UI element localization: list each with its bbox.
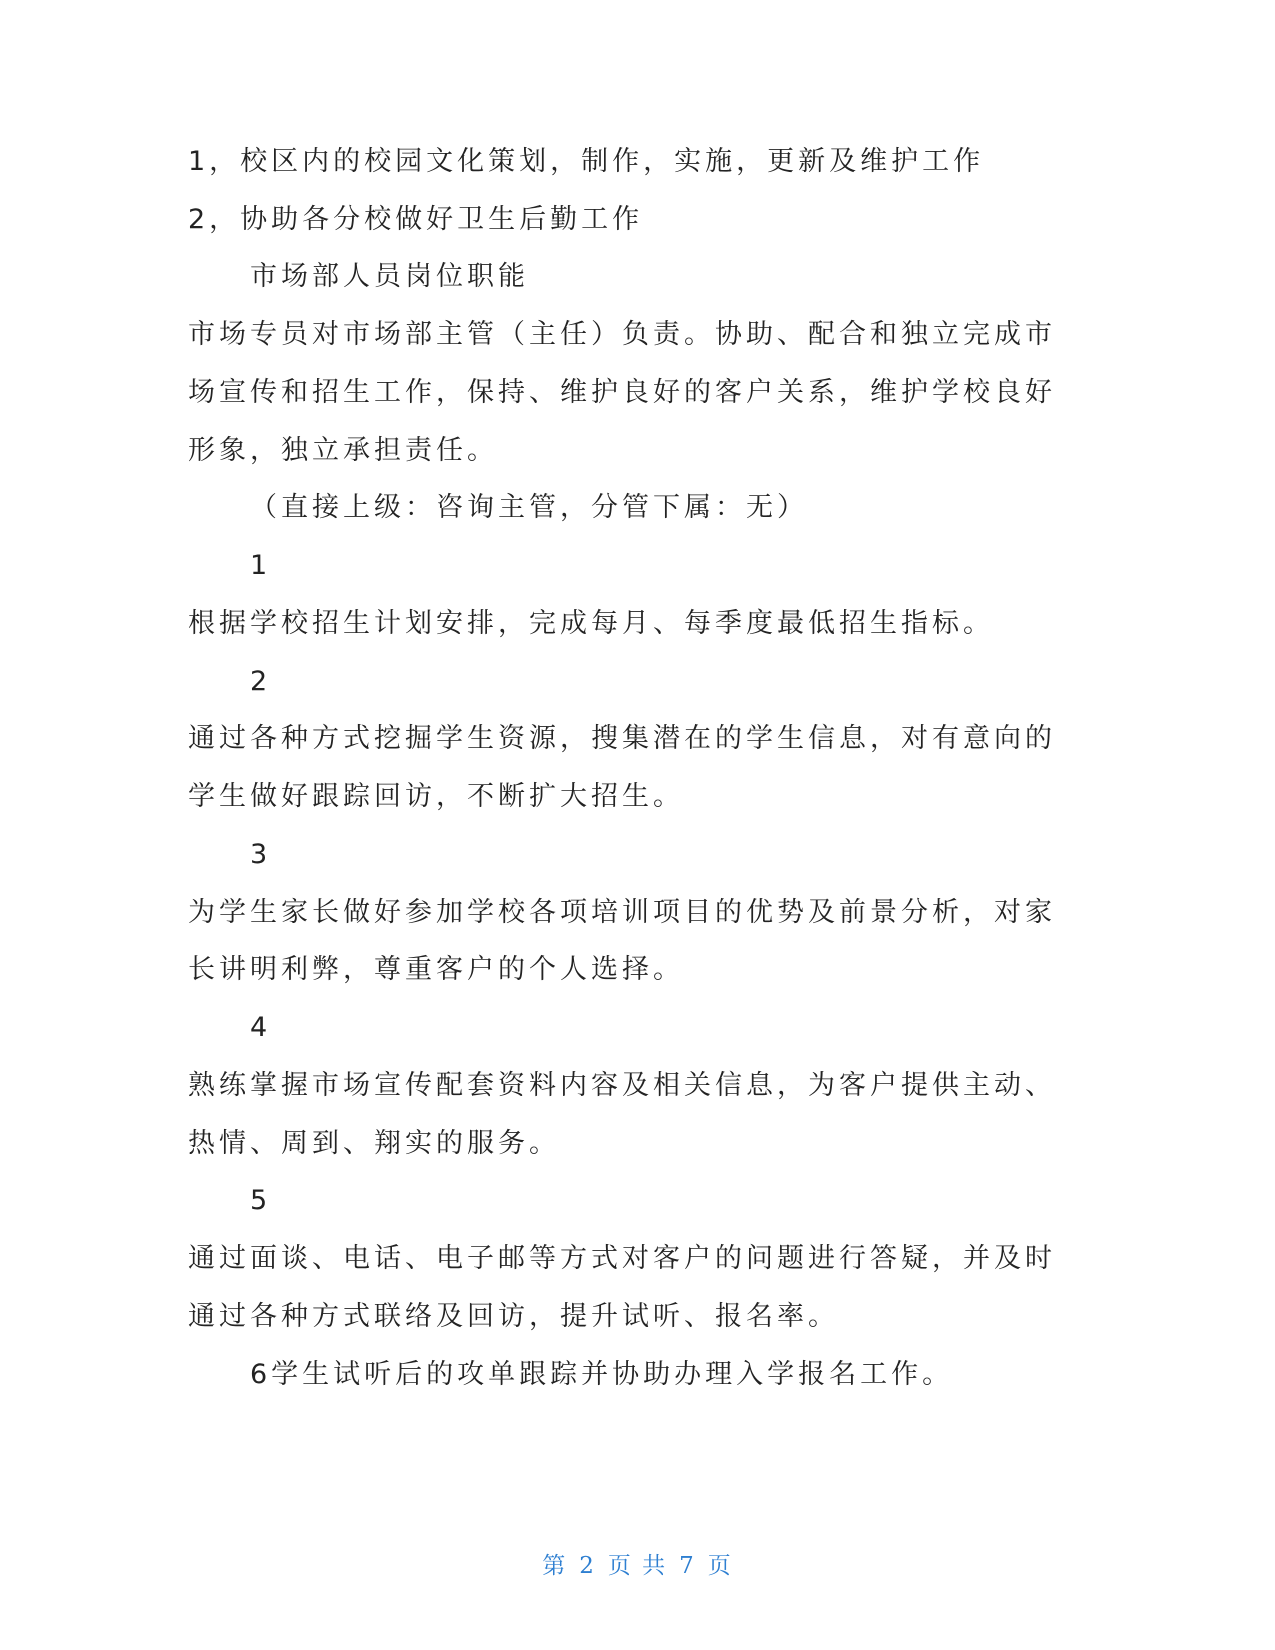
item-text: 通过各种方式联络及回访，提升试听、报名率。: [188, 1301, 839, 1332]
item-text: 6学生试听后的攻单跟踪并协助办理入学报名工作。: [250, 1359, 954, 1390]
item-number: 5: [250, 1185, 272, 1216]
paragraph-line: 场宣传和招生工作，保持、维护良好的客户关系，维护学校良好: [188, 377, 1056, 408]
item-text: 为学生家长做好参加学校各项培训项目的优势及前景分析，对家: [188, 897, 1056, 928]
footer-middle: 页 共: [607, 1553, 668, 1579]
page-footer: [0, 1547, 1275, 1580]
item-text: 热情、周到、翔实的服务。: [188, 1128, 560, 1159]
item-number: 2: [250, 666, 272, 697]
item-number: 4: [250, 1012, 272, 1043]
section-heading: 市场部人员岗位职能: [250, 261, 529, 292]
reporting-line: （直接上级：咨询主管，分管下属：无）: [250, 492, 808, 523]
item-text: 长讲明利弊，尊重客户的个人选择。: [188, 954, 684, 985]
item-number: 1: [250, 550, 272, 581]
duty-line-2: 2，协助各分校做好卫生后勤工作: [188, 204, 644, 235]
paragraph-line: 市场专员对市场部主管（主任）负责。协助、配合和独立完成市: [188, 319, 1056, 350]
item-text: 通过面谈、电话、电子邮等方式对客户的问题进行答疑，并及时: [188, 1243, 1056, 1274]
item-text: 熟练掌握市场宣传配套资料内容及相关信息，为客户提供主动、: [188, 1070, 1056, 1101]
item-text: 学生做好跟踪回访，不断扩大招生。: [188, 781, 684, 812]
footer-page-number: 2: [579, 1553, 596, 1579]
footer-total-pages: 7: [679, 1553, 696, 1579]
footer-prefix: 第: [542, 1553, 568, 1579]
item-number: 3: [250, 839, 272, 870]
footer-suffix: 页: [707, 1553, 733, 1579]
duty-line-1: 1，校区内的校园文化策划，制作，实施，更新及维护工作: [188, 146, 985, 177]
item-text: 通过各种方式挖掘学生资源，搜集潜在的学生信息，对有意向的: [188, 723, 1056, 754]
item-text: 根据学校招生计划安排，完成每月、每季度最低招生指标。: [188, 608, 994, 639]
paragraph-line: 形象，独立承担责任。: [188, 435, 498, 466]
